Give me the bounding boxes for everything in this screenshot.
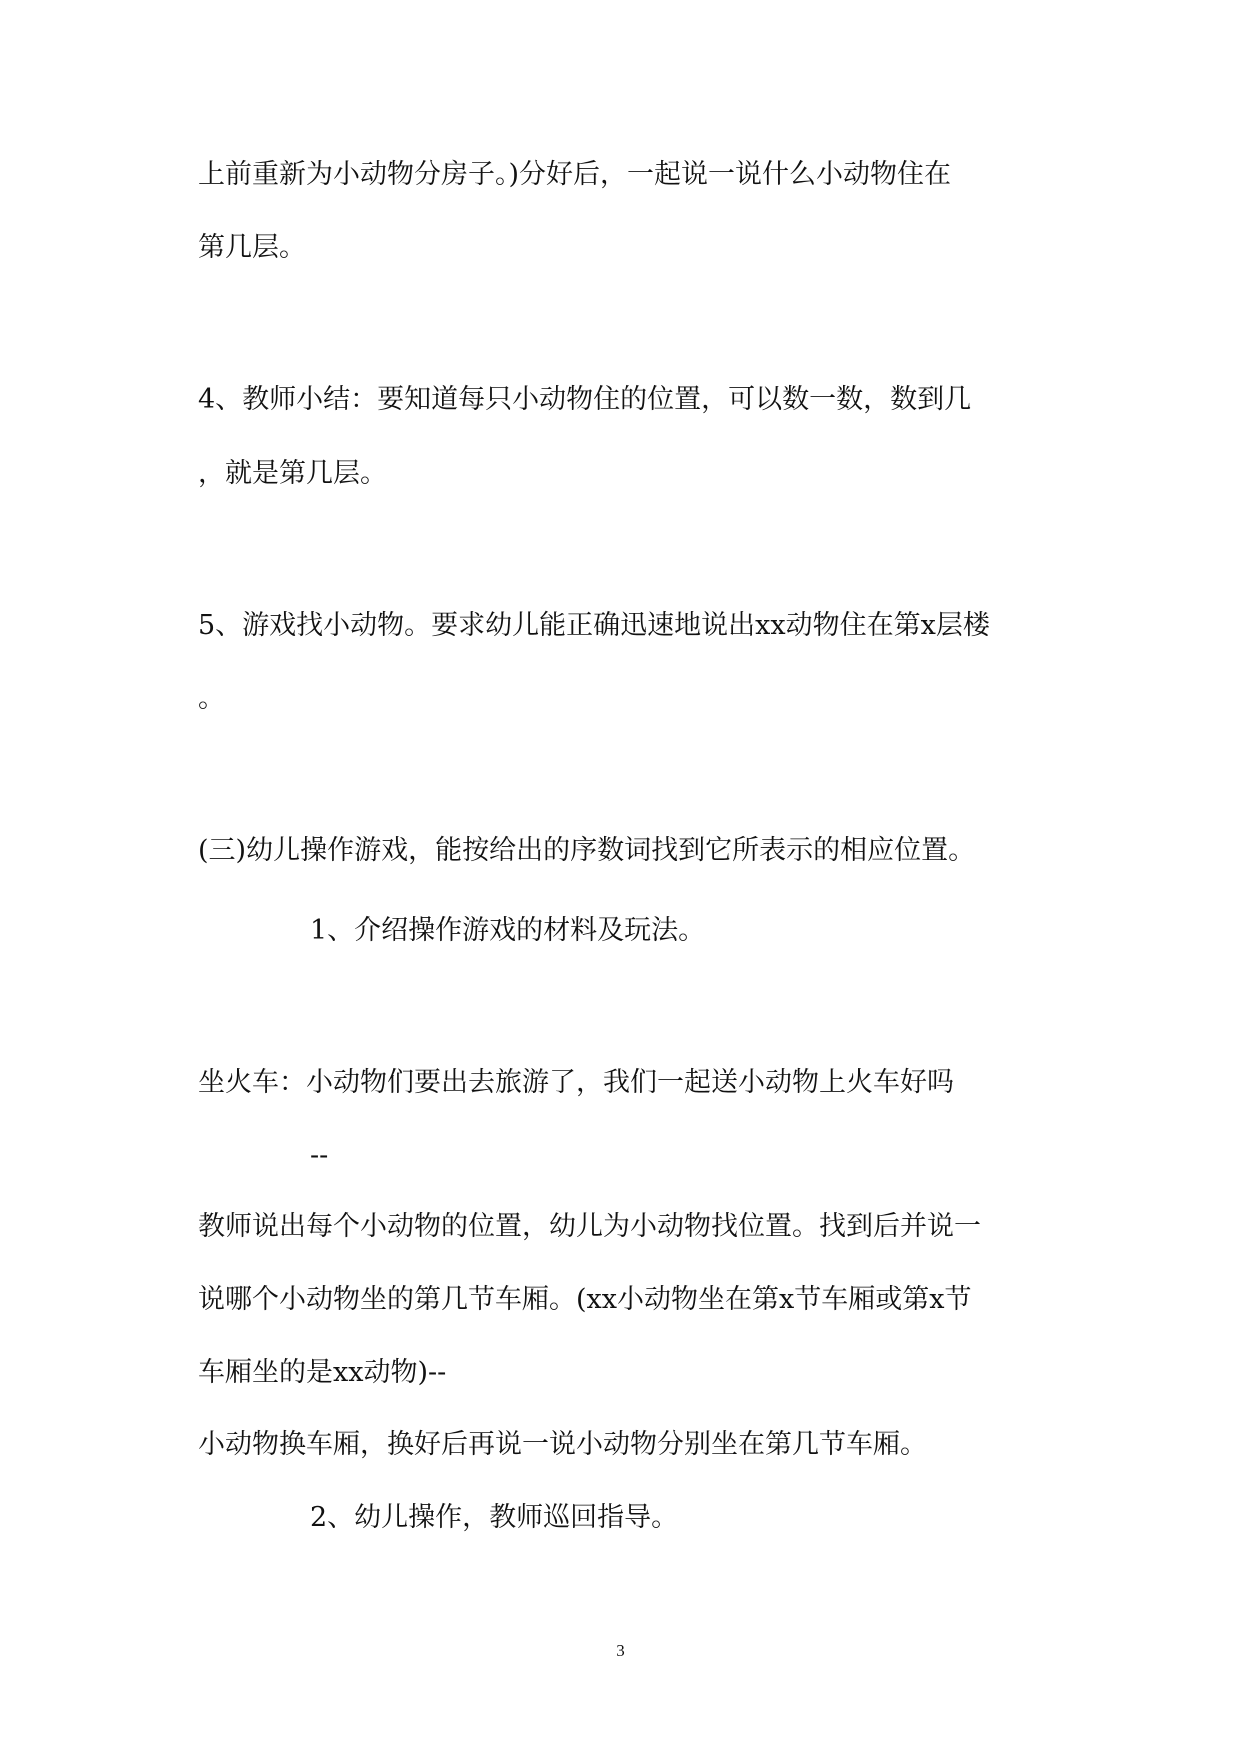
text-line: 教师说出每个小动物的位置，幼儿为小动物找位置。找到后并说一 bbox=[198, 1211, 981, 1242]
text-line: 。 bbox=[198, 683, 225, 714]
text-line: 说哪个小动物坐的第几节车厢。(xx小动物坐在第x节车厢或第x节 bbox=[198, 1284, 972, 1315]
text-line: 第几层。 bbox=[198, 232, 306, 263]
text-line: 1、介绍操作游戏的材料及玩法。 bbox=[310, 915, 706, 946]
page-number: 3 bbox=[616, 1641, 625, 1660]
section-heading: (三)幼儿操作游戏，能按给出的序数词找到它所表示的相应位置。 bbox=[198, 835, 976, 866]
text-line: -- bbox=[310, 1140, 329, 1171]
text-line: 上前重新为小动物分房子。)分好后，一起说一说什么小动物住在 bbox=[198, 159, 952, 190]
text-line: 2、幼儿操作，教师巡回指导。 bbox=[310, 1502, 679, 1533]
text-line: ，就是第几层。 bbox=[198, 458, 387, 489]
text-line: 小动物换车厢，换好后再说一说小动物分别坐在第几节车厢。 bbox=[198, 1429, 927, 1460]
text-line: 4、教师小结：要知道每只小动物住的位置，可以数一数，数到几 bbox=[198, 384, 972, 415]
text-line: 坐火车：小动物们要出去旅游了，我们一起送小动物上火车好吗 bbox=[198, 1067, 954, 1098]
text-line: 5、游戏找小动物。要求幼儿能正确迅速地说出xx动物住在第x层楼 bbox=[198, 610, 990, 641]
text-line: 车厢坐的是xx动物)-- bbox=[198, 1357, 447, 1388]
